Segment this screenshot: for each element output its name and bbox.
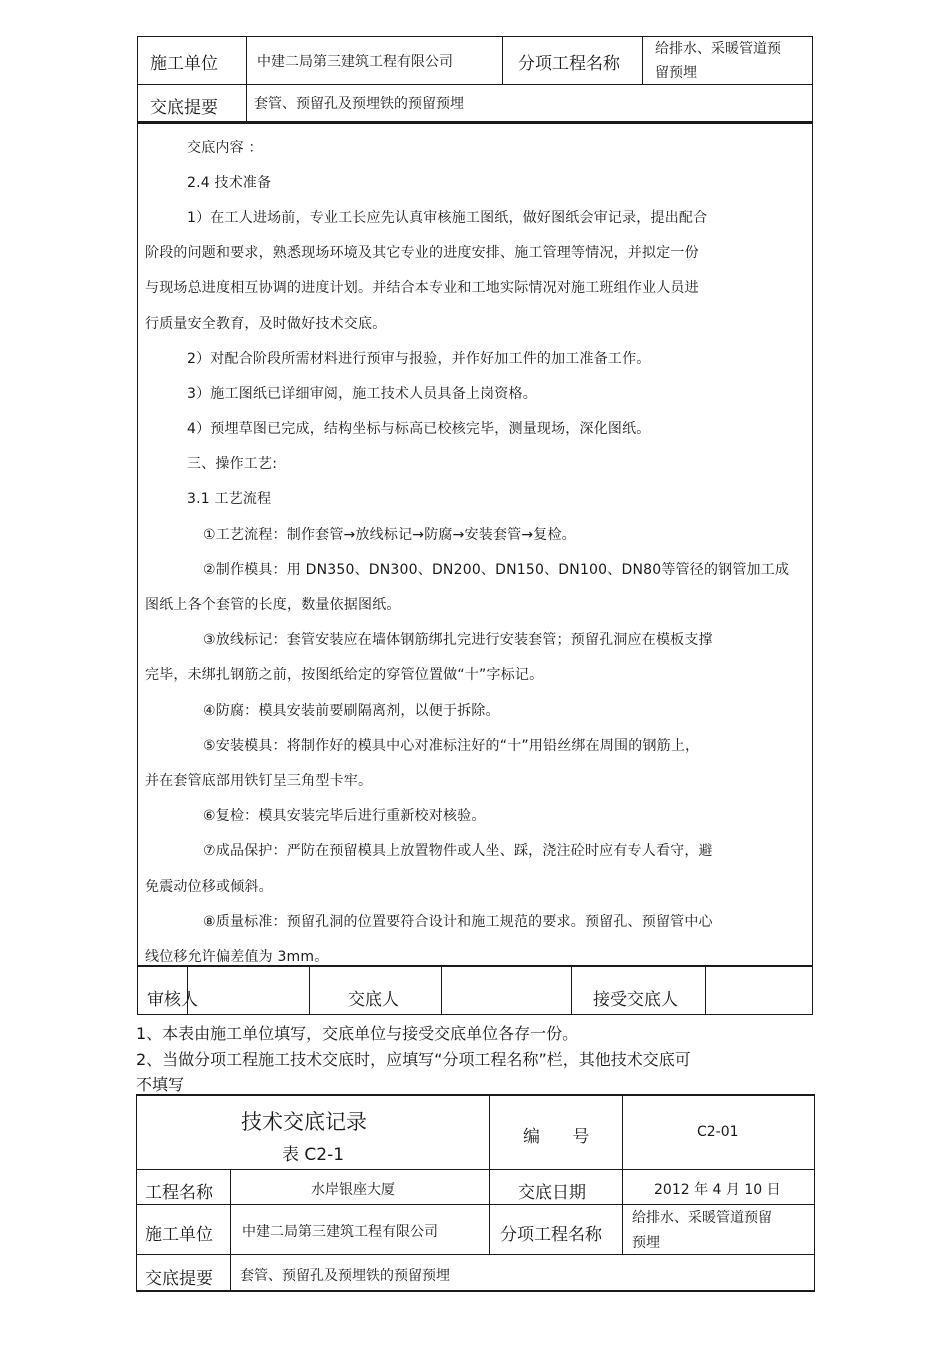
content-line: ③放线标记：套管安装应在墙体钢筋绑扎完进行安装套管；预留孔洞应在模板支撑 <box>203 632 713 648</box>
subproject-value-line2: 预埋 <box>632 1235 660 1251</box>
discloser-label: 交底人 <box>348 990 399 1010</box>
content-line: ②制作模具：用 DN350、DN300、DN200、DN150、DN100、DN80等管径的钢管加工成 <box>203 562 790 578</box>
summary-label: 交底提要 <box>150 98 218 118</box>
unit-value: 中建二局第三建筑工程有限公司 <box>242 1224 438 1240</box>
content-line: ⑧质量标准：预留孔洞的位置要符合设计和施工规范的要求。预留孔、预留管中心 <box>203 914 713 930</box>
subproject-label: 分项工程名称 <box>518 54 620 74</box>
receiver-label: 接受交底人 <box>593 990 678 1010</box>
content-line: 阶段的问题和要求，熟悉现场环境及其它专业的进度安排、施工管理等情况，并拟定一份 <box>145 245 699 261</box>
project-label: 工程名称 <box>145 1183 213 1203</box>
content-line: ④防腐：模具安装前要刷隔离剂，以便于拆除。 <box>203 703 500 719</box>
content-line: 免震动位移或倾斜。 <box>145 879 273 895</box>
content-line: 1）在工人进场前，专业工长应先认真审核施工图纸，做好图纸会审记录，提出配合 <box>187 210 708 226</box>
content-line: 交底内容 ： <box>187 140 263 156</box>
content-line: ⑥复检：模具安装完毕后进行重新校对核验。 <box>203 808 486 824</box>
subproject-value-line1: 给排水、采暖管道预 <box>655 41 781 57</box>
unit-value: 中建二局第三建筑工程有限公司 <box>257 54 453 70</box>
form-number: 表 C2-1 <box>282 1145 345 1165</box>
summary-value: 套管、预留孔及预埋铁的预留预埋 <box>240 1268 450 1284</box>
content-line: ⑦成品保护：严防在预留模具上放置物件或人坐、踩，浇注砼时应有专人看守，避 <box>203 843 713 859</box>
content-line: 3）施工图纸已详细审阅，施工技术人员具备上岗资格。 <box>187 386 537 402</box>
record-title: 技术交底记录 <box>241 1110 367 1134</box>
content-line: 线位移允许偏差值为 3mm。 <box>145 949 329 965</box>
subproject-value-line1: 给排水、采暖管道预留 <box>632 1210 772 1226</box>
date-label: 交底日期 <box>518 1183 586 1203</box>
content-line: ①工艺流程：制作套管→放线标记→防腐→安装套管→复检。 <box>203 527 576 543</box>
content-line: 3.1 工艺流程 <box>187 491 272 507</box>
content-line: 行质量安全教育，及时做好技术交底。 <box>145 316 387 332</box>
unit-label: 施工单位 <box>150 54 218 74</box>
content-line: 2）对配合阶段所需材料进行预审与报验，并作好加工件的加工准备工作。 <box>187 351 651 367</box>
unit-label: 施工单位 <box>145 1225 213 1245</box>
summary-value: 套管、预留孔及预埋铁的预留预埋 <box>254 96 464 112</box>
content-line: ⑤安装模具：将制作好的模具中心对准标注好的“十”用铅丝绑在周围的钢筋上， <box>203 738 700 754</box>
content-line: 完毕，未绑扎钢筋之前，按图纸给定的穿管位置做“十”字标记。 <box>145 667 544 683</box>
content-line: 并在套管底部用铁钉呈三角型卡牢。 <box>145 773 373 789</box>
project-value: 水岸银座大厦 <box>311 1182 395 1198</box>
content-line: 与现场总进度相互协调的进度计划。并结合本专业和工地实际情况对施工班组作业人员进 <box>145 280 699 296</box>
note-line-1: 1、本表由施工单位填写，交底单位与接受交底单位各存一份。 <box>136 1024 579 1043</box>
number-label: 编 号 <box>523 1127 590 1147</box>
content-line: 图纸上各个套管的长度，数量依据图纸。 <box>145 597 401 613</box>
content-line: 三、操作工艺: <box>187 456 278 472</box>
summary-label: 交底提要 <box>145 1269 213 1289</box>
note-line-2: 2、当做分项工程施工技术交底时，应填写“分项工程名称”栏，其他技术交底可 <box>136 1050 691 1069</box>
content-line: 4）预埋草图已完成，结构坐标与标高已校核完毕，测量现场，深化图纸。 <box>187 421 651 437</box>
note-line-3: 不填写 <box>136 1075 185 1094</box>
date-value: 2012 年 4 月 10 日 <box>654 1182 781 1198</box>
content-line: 2.4 技术准备 <box>187 175 272 191</box>
subproject-label: 分项工程名称 <box>500 1225 602 1245</box>
number-value: C2-01 <box>697 1124 739 1140</box>
reviewer-label: 审核人 <box>147 990 198 1010</box>
subproject-value-line2: 留预埋 <box>655 65 697 81</box>
